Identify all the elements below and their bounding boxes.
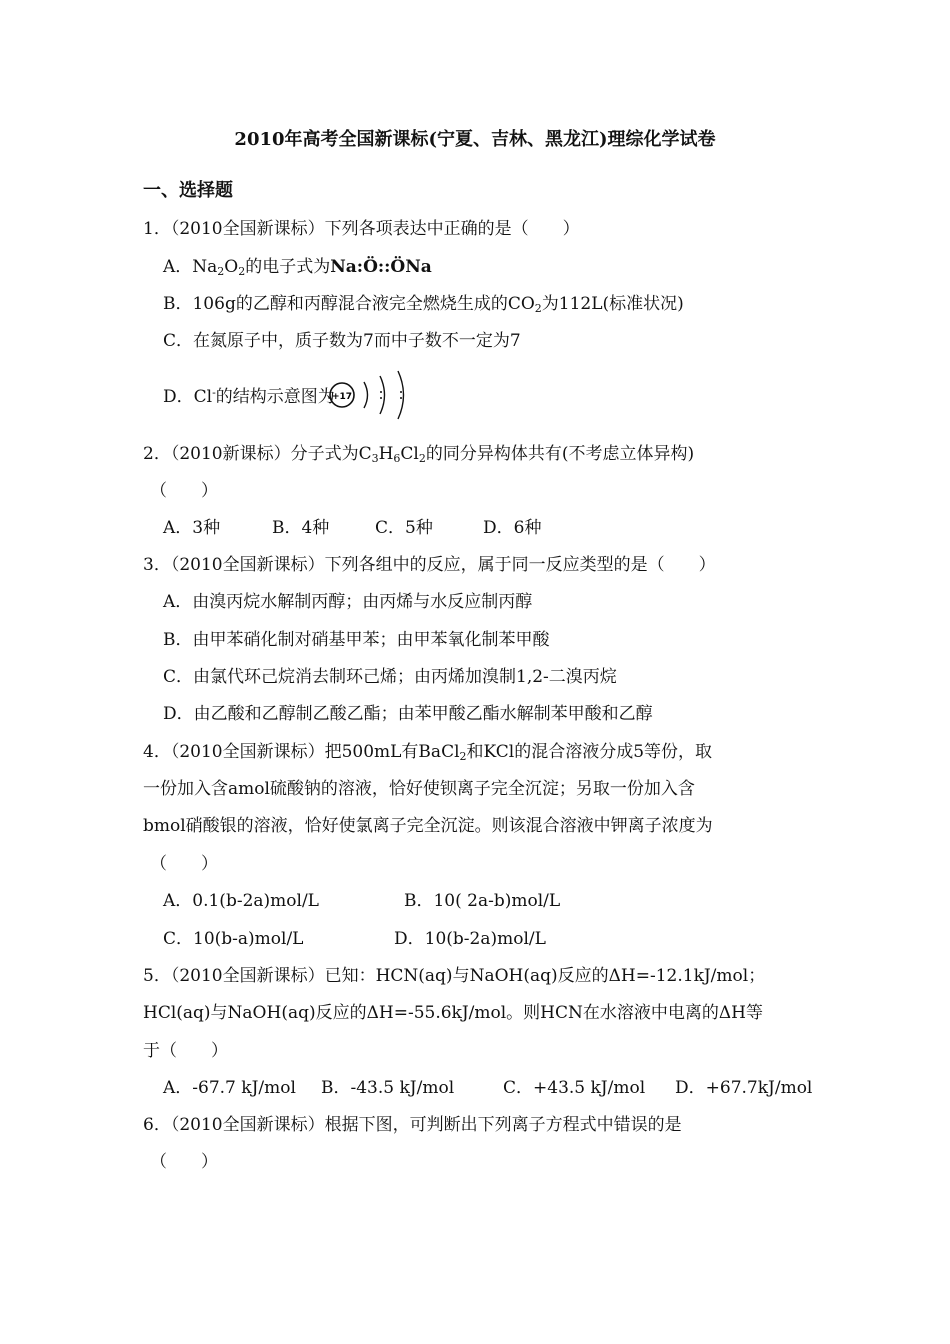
q3-option-c: C．由氯代环己烷消去制环己烯；由丙烯加溴制1,2-二溴丙烷	[163, 667, 617, 687]
exam-title: 2010年高考全国新课标(宁夏、吉林、黑龙江)理综化学试卷	[234, 129, 716, 150]
q5-option-d: D．+67.7kJ/mol	[675, 1078, 813, 1098]
q4-stem-line3: bmol硝酸银的溶液，恰好使氯离子完全沉淀。则该混合溶液中钾离子浓度为	[143, 816, 713, 836]
q1-option-c: C．在氮原子中，质子数为7而中子数不一定为7	[163, 331, 521, 351]
q4-options-row1	[163, 890, 560, 912]
q2-options	[163, 517, 541, 539]
q3-option-a: A．由溴丙烷水解制丙醇；由丙烯与水反应制丙醇	[163, 592, 533, 612]
q1-electron-formula: Na:Ö::ÖNa	[330, 257, 432, 277]
nucleus-charge: +17	[331, 392, 353, 402]
q2-stem: 2．（2010新课标）分子式为$C_3H_6Cl_2$的同分异构体共有(不考虑立体异构)	[143, 444, 695, 465]
q2-paren: （ ）	[150, 481, 218, 501]
q2-option-c: C．5种	[375, 518, 433, 538]
q4-option-b: B．10( 2a-b)mol/L	[404, 891, 561, 911]
q5-options	[163, 1077, 812, 1099]
q4-option-c: C．10(b-a)mol/L	[163, 929, 304, 949]
q3-stem: 3．（2010全国新课标）下列各组中的反应，属于同一反应类型的是（ ）	[143, 555, 716, 575]
q2-option-b: B．4种	[272, 518, 330, 538]
q5-stem-line1: 5．（2010全国新课标）已知：HCN(aq)与NaOH(aq)反应的ΔH=-12.1kJ/mol；	[143, 966, 766, 986]
q1-stem: 1．（2010全国新课标）下列各项表达中正确的是（ ）	[143, 219, 580, 239]
q5-option-a: A．-67.7 kJ/mol	[163, 1078, 296, 1098]
q3-option-b: B．由甲苯硝化制对硝基甲苯；由甲苯氧化制苯甲酸	[163, 630, 550, 650]
q4-stem-line2: 一份加入含amol硫酸钠的溶液，恰好使钡离子完全沉淀；另取一份加入含	[143, 779, 695, 799]
q5-stem-line2: HCl(aq)与NaOH(aq)反应的ΔH=-55.6kJ/mol。则HCN在水溶液中电离的ΔH等	[143, 1003, 763, 1023]
q4-options-row2	[163, 928, 546, 950]
q4-paren: （ ）	[150, 854, 218, 874]
q5-stem-line3: 于（ ）	[143, 1041, 228, 1061]
q1-option-b: B．106g的乙醇和丙醇混合液完全燃烧生成的$CO_2$为112L(标准状况)	[163, 294, 684, 315]
q3-option-d: D．由乙酸和乙醇制乙酸乙酯；由苯甲酸乙酯水解制苯甲酸和乙醇	[163, 704, 653, 724]
q1-option-d: D．Cl-的结构示意图为	[163, 386, 335, 407]
q1-option-a: A．$Na_2O_2$的电子式为Na:Ö::ÖNa	[163, 257, 432, 278]
q2-option-d: D．6种	[483, 518, 542, 538]
q2-option-a: A．3种	[163, 518, 221, 538]
q6-paren: （ ）	[150, 1152, 218, 1172]
q4-option-d: D．10(b-2a)mol/L	[394, 929, 546, 949]
section-heading: 一、选择题	[143, 180, 233, 201]
q6-stem: 6．（2010全国新课标）根据下图，可判断出下列离子方程式中错误的是	[143, 1115, 682, 1135]
q5-option-c: C．+43.5 kJ/mol	[503, 1078, 646, 1098]
q4-stem-line1: 4．（2010全国新课标）把500mL有BaCl$_2$和KCl的混合溶液分成5等份，取	[143, 742, 713, 763]
q4-option-a: A．0.1(b-2a)mol/L	[163, 891, 319, 911]
cl-ion-structure-diagram	[324, 368, 434, 422]
q5-option-b: B．-43.5 kJ/mol	[321, 1078, 455, 1098]
